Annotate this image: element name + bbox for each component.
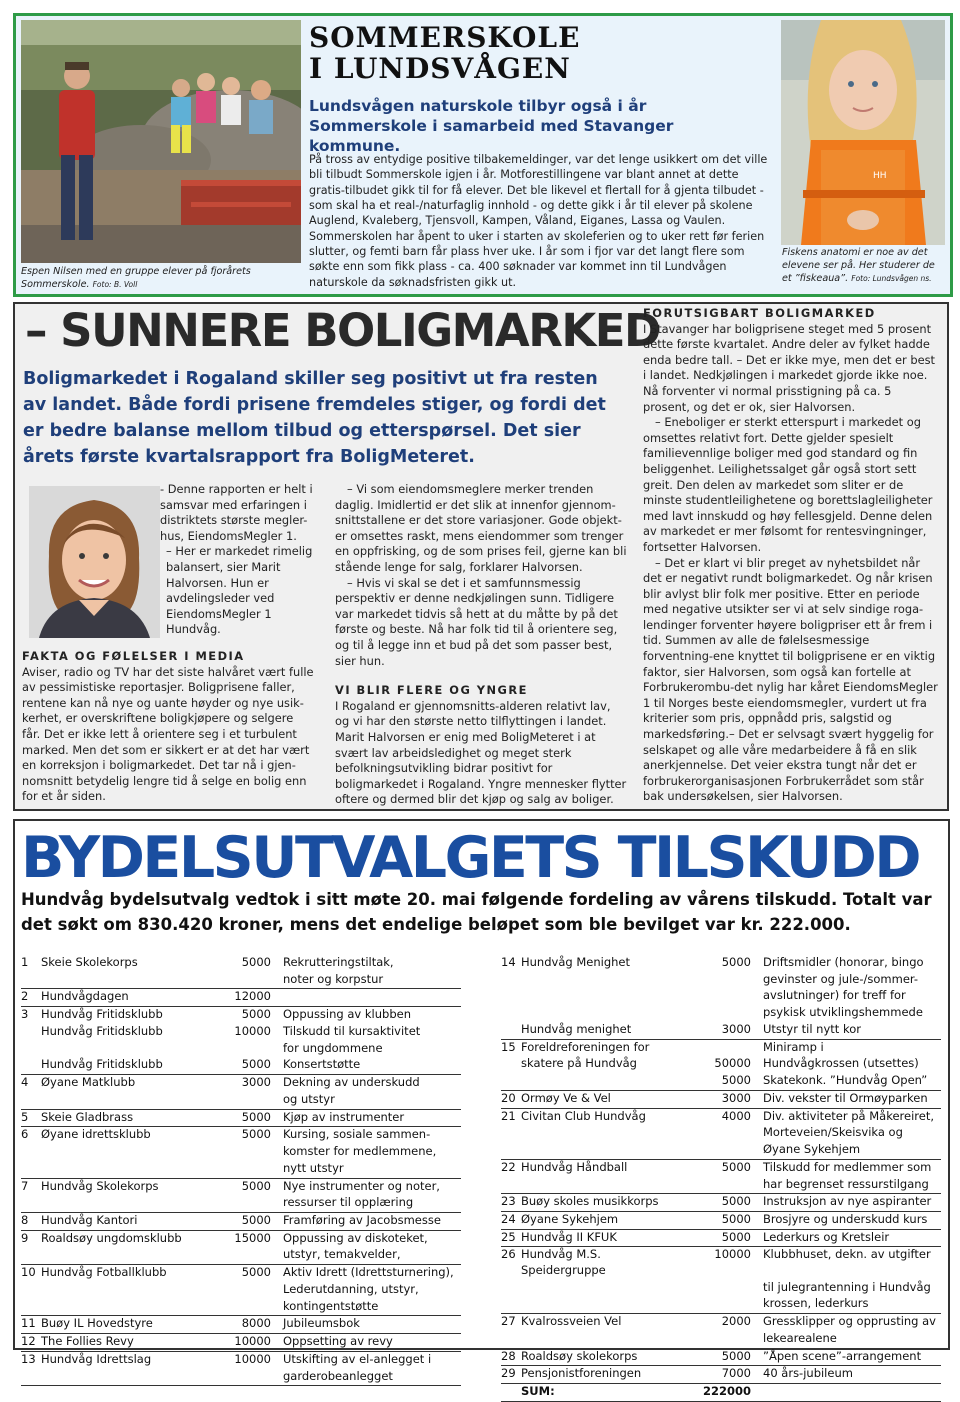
grant-number: 10: [21, 1265, 36, 1280]
grant-amount: 5000: [686, 1073, 763, 1090]
table-row: [501, 1280, 941, 1297]
grant-organisation: Pensjonistforeningen: [521, 1366, 686, 1384]
grant-purpose: Miniramp i: [763, 1039, 824, 1054]
grant-organisation: [41, 1282, 206, 1299]
grant-organisation: Hundvåg Fritidsklubb: [41, 1023, 163, 1038]
grant-purpose: Oppsetting av revy: [283, 1334, 461, 1352]
grant-amount: 3000: [686, 1022, 763, 1039]
table-row: [21, 1230, 461, 1247]
grant-amount: 5000: [721, 1159, 751, 1174]
grant-purpose: Gressklipper og opprusting av: [763, 1314, 936, 1329]
grant-number: [21, 1144, 41, 1161]
table-row: [21, 1195, 461, 1212]
table-row: [501, 1090, 941, 1108]
fakta-block: [22, 649, 314, 805]
table-row: [21, 1334, 461, 1352]
grant-amount: 5000: [686, 1212, 763, 1230]
grant-organisation: [521, 988, 686, 1005]
grant-amount: [206, 1369, 283, 1386]
grant-purpose: Oppussing av diskoteket,: [283, 1230, 428, 1245]
table-row: [501, 972, 941, 989]
grant-purpose: ressurser til opplæring: [283, 1195, 461, 1212]
table-row: [21, 1024, 461, 1041]
grant-number: [21, 1247, 41, 1264]
grant-purpose: Rekrutteringstiltak,: [283, 955, 394, 969]
grant-amount: 5000: [206, 1057, 283, 1074]
grant-purpose: Klubbhuset, dekn. av utgifter: [763, 1247, 931, 1262]
grant-organisation: Hundvåg II KFUK: [521, 1229, 686, 1247]
grant-purpose: Lederkurs og Kretsleir: [763, 1229, 941, 1247]
grant-number: 15: [501, 1039, 516, 1054]
grant-organisation: [521, 1177, 686, 1194]
grant-number: 1: [21, 955, 29, 969]
sommerskole-body: På tross av entydige positive tilbakemeldinger, var det lenge usikkert om det ville bli tilbudt Sommerskole igjen i år. Motforestillingene var blant annet at dette gratis-tilbudet gikk til for få elever. Det ble likevel et flertall for å gjenta tilbudet - som skal ha et real-/naturfaglig innhold - og dette gikk i år til elever på skolene Auglend, Kvaleberg, Tjensvoll, Kampen, Våland, Eiganes, Lassa og Vaulen. Sommerskolen har åpent to uker i starten av skoleferien og to uker rett før ferien slutter, og femti barn får plass hver uke. I år som i fjor var det langt flere som søkte enn som fikk plass - ca. 400 søknader var kommet inn til Lundvågen naturskole da søknadsfristen gikk ut.: [309, 153, 768, 289]
table-row: [501, 1073, 941, 1090]
table-row: [21, 989, 461, 1007]
table-row: [21, 1213, 461, 1231]
grant-amount: [206, 1247, 283, 1264]
quote-paragraph: - Denne rapporten er helt i samsvar med erfaringen i distriktets største megler-hus, EiendomsMegler 1.: [160, 482, 313, 543]
grant-number: [21, 1092, 41, 1109]
grant-amount: 5000: [241, 1127, 271, 1142]
grant-organisation: [521, 1125, 686, 1142]
grant-number: 24: [501, 1212, 521, 1230]
table-row: [501, 1022, 941, 1039]
table-row: [501, 1229, 941, 1247]
grant-number: [501, 1073, 521, 1090]
grant-amount: [206, 1161, 283, 1178]
grant-number: 14: [501, 955, 516, 969]
grant-number: 6: [21, 1127, 29, 1142]
grant-organisation: Roaldsøy skolekorps: [521, 1348, 686, 1366]
table-row: [501, 1212, 941, 1230]
grant-number: 8: [21, 1213, 41, 1231]
grant-purpose: Konsertstøtte: [283, 1057, 461, 1074]
table-row: [21, 1282, 461, 1299]
grant-purpose: Brosjyre og underskudd kurs: [763, 1212, 941, 1230]
empty-cell: [501, 1383, 521, 1401]
grant-purpose: Div. vekster til Ormøyparken: [763, 1090, 941, 1108]
grant-number: 9: [21, 1230, 29, 1245]
grant-amount: 2000: [721, 1314, 751, 1329]
grant-purpose: komster for medlemmene,: [283, 1144, 437, 1159]
grant-amount: 10000: [206, 1334, 283, 1352]
grant-organisation: [41, 1041, 206, 1058]
column-two: [335, 482, 628, 808]
boligmarked-headline: – SUNNERE BOLIGMARKED: [25, 304, 660, 357]
grant-number: 22: [501, 1159, 516, 1174]
grant-amount: 8000: [206, 1316, 283, 1334]
grant-amount: [206, 1282, 283, 1299]
grant-number: [501, 1005, 521, 1022]
grant-organisation: [521, 1331, 686, 1348]
grant-purpose: psykisk utviklingshemmede: [763, 1005, 923, 1020]
grant-number: 25: [501, 1229, 521, 1247]
grant-number: [21, 1057, 41, 1074]
grant-purpose: Instruksjon av nye aspiranter: [763, 1194, 941, 1212]
grant-number: 28: [501, 1348, 521, 1366]
grant-purpose: Kursing, sosiale sammen-: [283, 1127, 431, 1142]
grant-purpose: Skatekonk. ”Hundvåg Open”: [763, 1073, 941, 1090]
table-row: [21, 1316, 461, 1334]
grant-amount: 5000: [241, 1178, 271, 1193]
table-row: [501, 1125, 941, 1142]
grant-number: [501, 1177, 521, 1194]
table-row: [21, 1161, 461, 1178]
table-row: [21, 955, 461, 972]
grant-amount: 12000: [206, 989, 283, 1007]
table-row: [501, 1296, 941, 1313]
fakta-heading: FAKTA OG FØLELSER I MEDIA: [22, 649, 245, 663]
grant-amount: 5000: [686, 1348, 763, 1366]
grant-number: 20: [501, 1090, 521, 1108]
grant-amount: [206, 1195, 283, 1212]
grant-amount: [686, 972, 763, 989]
grant-number: [21, 1041, 41, 1058]
grant-purpose: og utstyr: [283, 1092, 461, 1109]
table-row: [501, 1177, 941, 1194]
grant-purpose: har begrenset ressurstilgang: [763, 1177, 941, 1194]
grant-purpose: Driftsmidler (honorar, bingo: [763, 955, 924, 969]
grant-amount: 5000: [721, 955, 751, 969]
grant-purpose: ”Åpen scene”-arrangement: [763, 1348, 941, 1366]
grant-organisation: Hundvåg Idrettslag: [41, 1351, 152, 1366]
grant-amount: [686, 1331, 763, 1348]
grant-organisation: Ormøy Ve & Vel: [521, 1090, 686, 1108]
table-row: [21, 1369, 461, 1386]
table-row: [21, 1351, 461, 1368]
table-row: [501, 1331, 941, 1348]
grant-organisation: Hundvåg Håndball: [521, 1159, 628, 1174]
grant-organisation: [521, 1296, 686, 1313]
grant-organisation: Hundvåg menighet: [521, 1022, 686, 1039]
grant-amount: [206, 1144, 283, 1161]
grant-organisation: Skeie Gladbrass: [41, 1109, 206, 1127]
grant-number: [21, 1024, 41, 1041]
grant-purpose: til julegrantenning i Hundvåg: [763, 1279, 931, 1294]
table-row: [501, 1005, 941, 1022]
grant-amount: [686, 1005, 763, 1022]
grant-amount: 5000: [206, 1213, 283, 1231]
table-row: [21, 1247, 461, 1264]
grant-organisation: Civitan Club Hundvåg: [521, 1108, 646, 1123]
grant-organisation: Kvalrossveien Vel: [521, 1314, 622, 1329]
grant-amount: 50000: [714, 1056, 751, 1071]
table-row: [21, 1075, 461, 1092]
grant-number: [21, 1299, 41, 1316]
grant-amount: 3000: [686, 1090, 763, 1108]
sommerskole-photo-right: [781, 20, 945, 245]
grant-organisation: [41, 1161, 206, 1178]
grant-amount: 7000: [686, 1366, 763, 1384]
grant-number: [501, 1296, 521, 1313]
grant-purpose: nytt utstyr: [283, 1161, 461, 1178]
grant-organisation: [521, 1280, 686, 1297]
halvorsen-portrait: [29, 486, 160, 638]
grant-amount: 10000: [714, 1247, 751, 1262]
grant-organisation: [41, 1299, 206, 1316]
grant-number: [501, 1331, 521, 1348]
boligmarked-lead: Boligmarkedet i Rogaland skiller seg positivt ut fra resten av landet. Både fordi prisene fremdeles stiger, og fordi det er bedre balanse mellom tilbud og etterspørsel. Det sier årets første kvartalsrapport fra BoligMeteret.: [23, 369, 606, 467]
grant-purpose: avslutninger) for treff for: [763, 988, 906, 1003]
grant-amount: 10000: [234, 1023, 271, 1038]
forut-paragraph: I Stavanger har boligprisene steget med 5 prosent dette første kvartalet. Andre deler av fylket hadde enda bedre tall. – Det er ikke mye, men det er best i landet. Nedkjølingen i markedet gjorde ikke noe. Nå forventer vi normal prisstigning på ca. 5 prosent, og det er ok, sier Halvorsen.: [643, 321, 935, 414]
table-row: [21, 1109, 461, 1127]
grant-organisation: [521, 1073, 686, 1090]
grants-table-right: [501, 955, 941, 1402]
grant-purpose: krossen, lederkurs: [763, 1296, 941, 1313]
grant-organisation: Øyane Sykehjem: [521, 1212, 686, 1230]
grant-number: [21, 1369, 41, 1386]
table-row: [21, 1144, 461, 1161]
grant-organisation: [41, 1195, 206, 1212]
grant-purpose: garderobeanlegget: [283, 1369, 461, 1386]
grant-number: 23: [501, 1194, 521, 1212]
grant-organisation: Hundvåg Fotballklubb: [41, 1265, 167, 1280]
grant-number: 21: [501, 1108, 516, 1123]
grant-organisation: Hundvåg Kantori: [41, 1213, 206, 1231]
grant-amount: 5000: [206, 1109, 283, 1127]
grant-amount: [206, 972, 283, 989]
grant-number: [501, 972, 521, 989]
table-row: [501, 955, 941, 972]
grant-organisation: Hundvåg Fritidsklubb: [41, 1007, 163, 1022]
grant-purpose: Dekning av underskudd: [283, 1075, 420, 1090]
grant-purpose: Utstyr til nytt kor: [763, 1022, 941, 1039]
grant-purpose: Aktiv Idrett (Idrettsturnering),: [283, 1265, 454, 1280]
table-row: [21, 1041, 461, 1058]
table-row: [501, 1056, 941, 1073]
grant-number: [501, 988, 521, 1005]
grant-purpose: 40 års-jubileum: [763, 1366, 941, 1384]
grant-organisation: Hundvågdagen: [41, 989, 206, 1007]
grant-organisation: Hundvåg Skolekorps: [41, 1178, 159, 1193]
grant-purpose: kontingentstøtte: [283, 1299, 461, 1316]
grant-organisation: [41, 1247, 206, 1264]
grant-organisation: skatere på Hundvåg: [521, 1056, 637, 1071]
table-row: [501, 1247, 941, 1280]
sum-label: SUM:: [521, 1383, 686, 1401]
grant-purpose: Hundvågkrossen (utsettes): [763, 1056, 919, 1071]
bydelsutvalg-headline: BYDELSUTVALGETS TILSKUDD: [21, 825, 920, 891]
grant-number: [501, 1056, 521, 1073]
grant-organisation: Øyane Matklubb: [41, 1075, 136, 1090]
grant-amount: [206, 1041, 283, 1058]
grant-purpose: Jubileumsbok: [283, 1316, 461, 1334]
sommerskole-photo-left: [21, 20, 301, 263]
grant-number: 11: [21, 1316, 41, 1334]
bydelsutvalg-lead: Hundvåg bydelsutvalg vedtok i sitt møte 20. mai følgende fordeling av vårens tilskudd. Totalt var det søkt om 830.420 kroner, mens det endelige beløpet som ble bevilget var kr. 222.000.: [21, 890, 932, 934]
grant-purpose: utstyr, temakvelder,: [283, 1247, 461, 1264]
grant-organisation: [521, 1005, 686, 1022]
grant-purpose: Tilskudd til kursaktivitet: [283, 1023, 421, 1038]
grant-amount: [686, 1280, 763, 1297]
grant-amount: 5000: [241, 955, 271, 969]
sum-value: 222000: [686, 1383, 763, 1401]
grant-number: 27: [501, 1314, 516, 1329]
table-row: [21, 1299, 461, 1316]
grant-organisation: Øyane idrettsklubb: [41, 1127, 151, 1142]
grant-purpose: Utskifting av el-anlegget i: [283, 1351, 432, 1366]
photo-caption-right: Fiskens anatomi er noe av det elevene ser på. Her studerer de et ”fiskeaua”. Foto: Lundsvågen ns.: [782, 247, 935, 284]
grant-organisation: The Follies Revy: [41, 1334, 206, 1352]
col2-paragraph: – Vi som eiendomsmeglere merker trenden daglig. Imidlertid er det slik at innenfor gjennom-snittstallene er det store variasjoner. Gode objekt-er omsettes raskt, mens eiendommer som trenger en oppfrisking, og de som prises feil, gjerne kan bli stående lenge for salg, forklarer Halvorsen.: [335, 482, 627, 574]
grant-organisation: Hundvåg Fritidsklubb: [41, 1057, 206, 1074]
column-three: [643, 306, 939, 805]
grant-amount: [686, 1125, 763, 1142]
grant-number: 5: [21, 1109, 41, 1127]
grants-table-left: [21, 955, 461, 1386]
grant-organisation: [521, 1142, 686, 1159]
table-row: [501, 1108, 941, 1125]
sommerskole-section: [13, 13, 953, 297]
vi-heading: VI BLIR FLERE OG YNGRE: [335, 683, 528, 698]
grant-number: 3: [21, 1007, 29, 1022]
grant-purpose: lekearealene: [763, 1331, 941, 1348]
table-row: [501, 988, 941, 1005]
grant-number: [21, 1195, 41, 1212]
table-row: [21, 1057, 461, 1074]
grant-amount: 10000: [234, 1351, 271, 1366]
grant-purpose: for ungdommene: [283, 1040, 383, 1055]
grant-organisation: Skeie Skolekorps: [41, 955, 138, 969]
grant-organisation: Buøy skoles musikkorps: [521, 1194, 686, 1212]
grant-amount: 4000: [721, 1108, 751, 1123]
table-row: [501, 1314, 941, 1331]
grant-amount: 5000: [686, 1194, 763, 1212]
grant-purpose: Div. aktiviteter på Måkereiret,: [763, 1108, 934, 1123]
grant-organisation: Foreldreforeningen for: [521, 1039, 650, 1054]
grant-amount: [206, 1092, 283, 1109]
grant-purpose: Oppussing av klubben: [283, 1007, 411, 1022]
grant-number: 26: [501, 1247, 516, 1262]
grant-organisation: Hundvåg Menighet: [521, 955, 630, 969]
grant-organisation: Roaldsøy ungdomsklubb: [41, 1230, 182, 1245]
grant-number: 12: [21, 1334, 41, 1352]
vi-body: I Rogaland er gjennomsnitts-alderen relativt lav, og vi har den største netto tilflyttingen i landet. Marit Halvorsen er enig med BoligMeteret i at svært lav arbeidsledighet og meget sterk befolkningsutvikling bidrar positivt for boligmarkedet i Rogaland. Yngre mennesker flytter oftere og dermed blir det kjøp og salg av boliger.: [335, 698, 627, 807]
grant-amount: [686, 1177, 763, 1194]
col2-paragraph: – Hvis vi skal se det i et samfunnsmessig perspektiv er denne nedkjølingen sunn. Tidligere var markedet tidvis så hett at du måtte by på det første og beste. Nå har folk tid til å orientere seg, og til å legge inn et bud på det som passer best, sier hun.: [335, 575, 618, 668]
grant-amount: 5000: [686, 1229, 763, 1247]
grant-organisation: Hundvåg M.S. Speidergruppe: [521, 1247, 606, 1277]
forut-paragraph: – Eneboliger er sterkt etterspurt i markedet og omsettes relativt fort. Dette gjelder spesielt familievennlige boliger med god standard og fin beliggenhet. Leilighetssalget går også stort sett greit. Den delen av markedet som sliter er de minste studentleilighetene og borettslagleiligheter med lavt innskudd og høy fellesgjeld. Denne delen av markedet er mer følsomt for rentesvingninger, fortsetter Halvorsen.: [643, 415, 933, 554]
table-row: [21, 1127, 461, 1144]
table-row: [501, 1366, 941, 1384]
grant-amount: 5000: [241, 1265, 271, 1280]
grant-number: 7: [21, 1178, 29, 1193]
grant-number: [501, 1125, 521, 1142]
grant-amount: [206, 1299, 283, 1316]
grant-number: 2: [21, 989, 41, 1007]
grant-purpose: [283, 989, 461, 1007]
grant-amount: [686, 988, 763, 1005]
sum-row: [501, 1383, 941, 1401]
grant-amount: [686, 1039, 763, 1056]
grant-number: [501, 1142, 521, 1159]
grant-purpose: Kjøp av instrumenter: [283, 1109, 461, 1127]
grant-organisation: [521, 972, 686, 989]
grant-organisation: Buøy IL Hovedstyre: [41, 1316, 206, 1334]
forut-paragraph: – Det er klart vi blir preget av nyhetsbildet når det er negativt rundt boligmarkedet. Og når krisen blir avlyst blir folk mer positive. Etter en periode med negative utsikter ser vi at selv sindige roga-lendinger forventer høyere boligpriser ett år frem i tid. Summen av alle de følelsesmessige forventning-ene knyttet til boligprisene er en viktig faktor, sier Halvorsen, som også kan fortelle at Forbrukerombu-det nylig har kåret EiendomsMegler 1 til Norges beste eiendomsmegler, vurdert ut fra kriterier som pris, oppnådd pris, salgstid og markedsføring.– Det er selvsagt svært hyggelig for selskapet og alle våre medarbeidere å få en slik anerkjennelse. Det veier ekstra tungt når det er forbrukerorganisasjonen Forbrukerrådet som står bak undersøkelsen, sier Halvorsen.: [643, 555, 938, 804]
grant-amount: [686, 1296, 763, 1313]
table-row: [21, 1178, 461, 1195]
grant-purpose: noter og korpstur: [283, 972, 461, 989]
grant-number: 4: [21, 1075, 29, 1090]
quote-column: [160, 482, 315, 638]
grant-number: 13: [21, 1351, 36, 1366]
table-row: [21, 972, 461, 989]
quote-paragraph: – Her er markedet rimelig balansert, sier Marit Halvorsen. Hun er avdelingsleder ved EiendomsMegler 1 Hundvåg.: [166, 544, 313, 637]
grant-number: [21, 1161, 41, 1178]
grant-purpose: Tilskudd for medlemmer som: [763, 1159, 932, 1174]
grant-purpose: Framføring av Jacobsmesse: [283, 1213, 461, 1231]
fakta-body: Aviser, radio og TV har det siste halvåret vært fulle av pessimistiske reportasjer. Boligprisene faller, rentene kan nå nye og uante høyder og nye usik-kerhet, er overskriftene boligkjøpere og selgere får. Det er ikke lett å orientere seg i et turbulent marked. Men det som er sikkert er at det har vært en korreksjon i boligmarkedet. Det tar nå i gjen-nomsnitt betydelig lengre tid å selge en bolig enn for et år siden.: [22, 664, 314, 804]
bydelsutvalg-section: [13, 819, 950, 1398]
table-row: [21, 1265, 461, 1282]
grant-purpose: Nye instrumenter og noter,: [283, 1178, 440, 1193]
table-row: [501, 1039, 941, 1056]
grant-purpose: Morteveien/Skeisvika og: [763, 1125, 903, 1140]
empty-cell: [763, 1383, 941, 1401]
grant-amount: 15000: [234, 1230, 271, 1245]
sommerskole-headline: SOMMERSKOLE I LUNDSVÅGEN: [309, 21, 581, 85]
grant-purpose: Lederutdanning, utstyr,: [283, 1281, 419, 1296]
grant-amount: [686, 1142, 763, 1159]
table-row: [501, 1159, 941, 1176]
grant-amount: 5000: [241, 1007, 271, 1022]
grant-number: [501, 1022, 521, 1039]
table-row: [21, 1007, 461, 1024]
svg-text:HH: HH: [873, 171, 887, 181]
grant-organisation: [41, 972, 206, 989]
grant-organisation: [41, 1369, 206, 1386]
grant-number: [21, 1282, 41, 1299]
grant-organisation: [41, 1092, 206, 1109]
sommerskole-lead: Lundsvågen naturskole tilbyr også i år Sommerskole i samarbeid med Stavanger kommune.: [309, 97, 674, 155]
photo-caption-left: Espen Nilsen med en gruppe elever på fjorårets Sommerskole. Foto: B. Voll: [21, 266, 251, 290]
forut-heading: FORUTSIGBART BOLIGMARKED: [643, 306, 876, 320]
table-row: [501, 1348, 941, 1366]
grant-number: [21, 972, 41, 989]
grant-number: 29: [501, 1366, 521, 1384]
grant-number: [501, 1280, 521, 1297]
grant-amount: 3000: [241, 1075, 271, 1090]
table-row: [21, 1092, 461, 1109]
grant-purpose: Øyane Sykehjem: [763, 1142, 941, 1159]
grant-purpose: gevinster og jule-/sommer-: [763, 971, 919, 986]
boligmarked-section: [13, 302, 949, 811]
grant-organisation: [41, 1144, 206, 1161]
table-row: [501, 1142, 941, 1159]
table-row: [501, 1194, 941, 1212]
